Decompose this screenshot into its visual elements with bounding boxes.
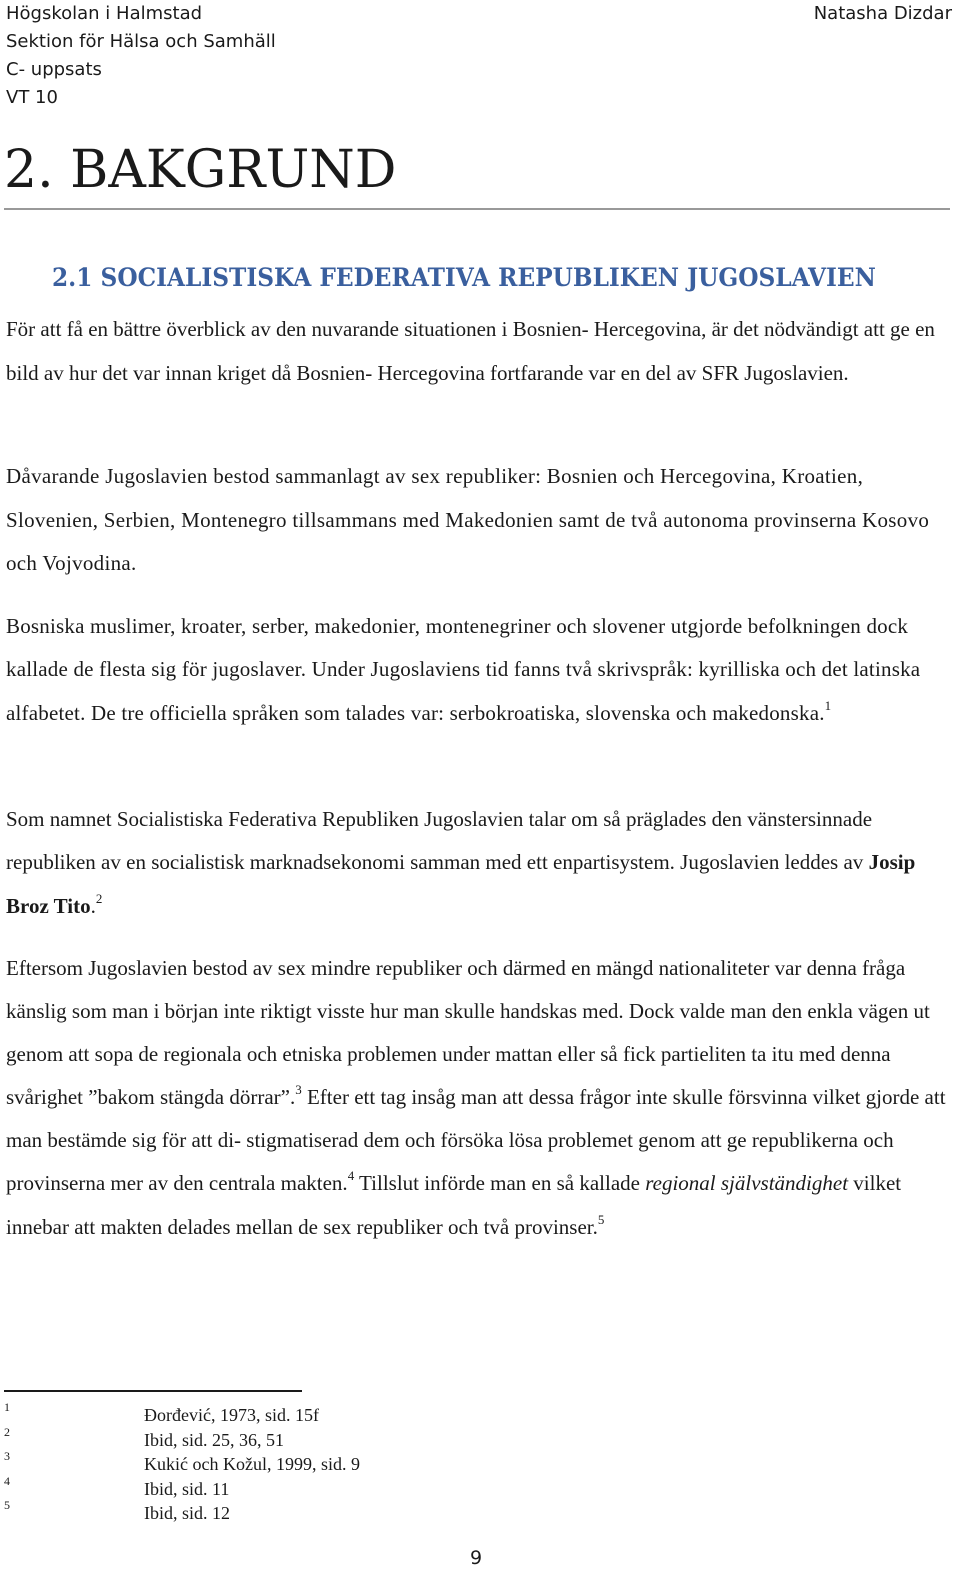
- footnote-text: Kukić och Kožul, 1999, sid. 9: [144, 1454, 360, 1475]
- paragraph-2-text: Dåvarande Jugoslavien bestod sammanlagt av sex republiker: Bosnien och Hercegovina, Kroatien, Slovenien, Serbien, Montenegro tillsammans med Makedonien samt de två autonoma provinserna Kosovo och Vojvodina.: [6, 464, 930, 575]
- footnote-text: Ibid, sid. 25, 36, 51: [144, 1429, 285, 1450]
- paragraph-5-italic-term: regional självständighet: [645, 1171, 849, 1196]
- header-author: Natasha Dizdar: [813, 3, 952, 24]
- paragraph-5-part-b: Efter ett tag insåg man att dessa frågor inte skulle försvinna vilket gjorde att man bestämde sig för att di- stigmatiserad dem och försöka lösa problemet genom att ge republikerna och provinserna mer av den centrala makten.: [6, 1085, 946, 1196]
- chapter-title: 2. BAKGRUND: [4, 140, 397, 200]
- paragraph-5-part-a: Eftersom Jugoslavien bestod av sex mindre republiker och därmed en mängd nationaliteter var denna fråga känslig som man i början inte riktigt visste hur man skulle handskas med. Dock valde man den enkla vägen ut genom att sopa de regionala och etniska problemen under mattan eller så fick partieliten ta itu med denna svårighet ”bakom stängda dörrar”.: [6, 956, 930, 1110]
- footnote-text: Đorđević, 1973, sid. 15f: [144, 1405, 319, 1425]
- paragraph-4: [6, 798, 950, 928]
- footnote-divider: [4, 1390, 302, 1392]
- paragraph-5-part-d: vilket innebar att makten delades mellan de sex republiker och två provinser.: [6, 1171, 902, 1239]
- footnote-ref-4[interactable]: 4: [347, 1168, 355, 1184]
- footnote-number: 5: [4, 1498, 10, 1513]
- footnote-item: [4, 1474, 604, 1499]
- footnote-ref-1[interactable]: 1: [824, 697, 832, 713]
- header-department: Sektion för Hälsa och Samhäll: [6, 31, 276, 52]
- paragraph-1: [6, 308, 950, 395]
- footnote-number: 3: [4, 1449, 10, 1464]
- footnote-ref-5[interactable]: 5: [597, 1211, 605, 1227]
- paragraph-5-part-c: Tillslut införde man en så kallade: [354, 1171, 646, 1196]
- footnote-text: Ibid, sid. 11: [144, 1478, 230, 1499]
- footnote-ref-3[interactable]: 3: [295, 1082, 302, 1098]
- chapter-divider: [4, 208, 950, 210]
- footnote-item: [4, 1425, 604, 1450]
- footnote-item: [4, 1400, 604, 1425]
- footnotes: [4, 1400, 604, 1523]
- header-left: [6, 0, 276, 112]
- footnote-text: Ibid, sid. 12: [144, 1503, 231, 1524]
- footnote-ref-2[interactable]: 2: [95, 890, 103, 906]
- paragraph-3: [6, 605, 950, 735]
- paragraph-4-bold-name: Josip Broz Tito: [6, 850, 916, 918]
- paragraph-5: [6, 947, 950, 1249]
- footnote-item: [4, 1498, 604, 1523]
- footnote-number: 1: [4, 1400, 10, 1414]
- paragraph-4-end: .: [90, 893, 96, 918]
- header-term: VT 10: [6, 87, 58, 108]
- paragraph-1-text: För att få en bättre överblick av den nuvarande situationen i Bosnien- Hercegovina, är det nödvändigt att ge en bild av hur det var innan kriget då Bosnien- Hercegovina fortfarande var en del av SFR Jugoslavien.: [6, 317, 935, 385]
- paragraph-2: [6, 455, 950, 586]
- header-document-type: C- uppsats: [6, 59, 102, 80]
- footnote-item: [4, 1449, 604, 1474]
- header-institution: Högskolan i Halmstad: [6, 3, 203, 24]
- paragraph-4-text: Som namnet Socialistiska Federativa Republiken Jugoslavien talar om så präglades den vänstersinnade republiken av en socialistisk marknadsekonomi samman med ett enpartisystem. Jugoslavien leddes av: [6, 807, 873, 875]
- section-title: 2.1 SOCIALISTISKA FEDERATIVA REPUBLIKEN JUGOSLAVIEN: [52, 263, 876, 292]
- footnote-number: 4: [4, 1473, 10, 1488]
- page-number: 9: [469, 1547, 483, 1569]
- footnote-number: 2: [4, 1424, 10, 1439]
- paragraph-3-text: Bosniska muslimer, kroater, serber, makedonier, montenegriner och slovener utgjorde befolkningen dock kallade de flesta sig för jugoslaver. Under Jugoslaviens tid fanns två skrivspråk: kyrilliska och det latinska alfabetet. De tre officiella språken som talades var: serbokroatiska, slovenska och makedonska.: [6, 614, 921, 725]
